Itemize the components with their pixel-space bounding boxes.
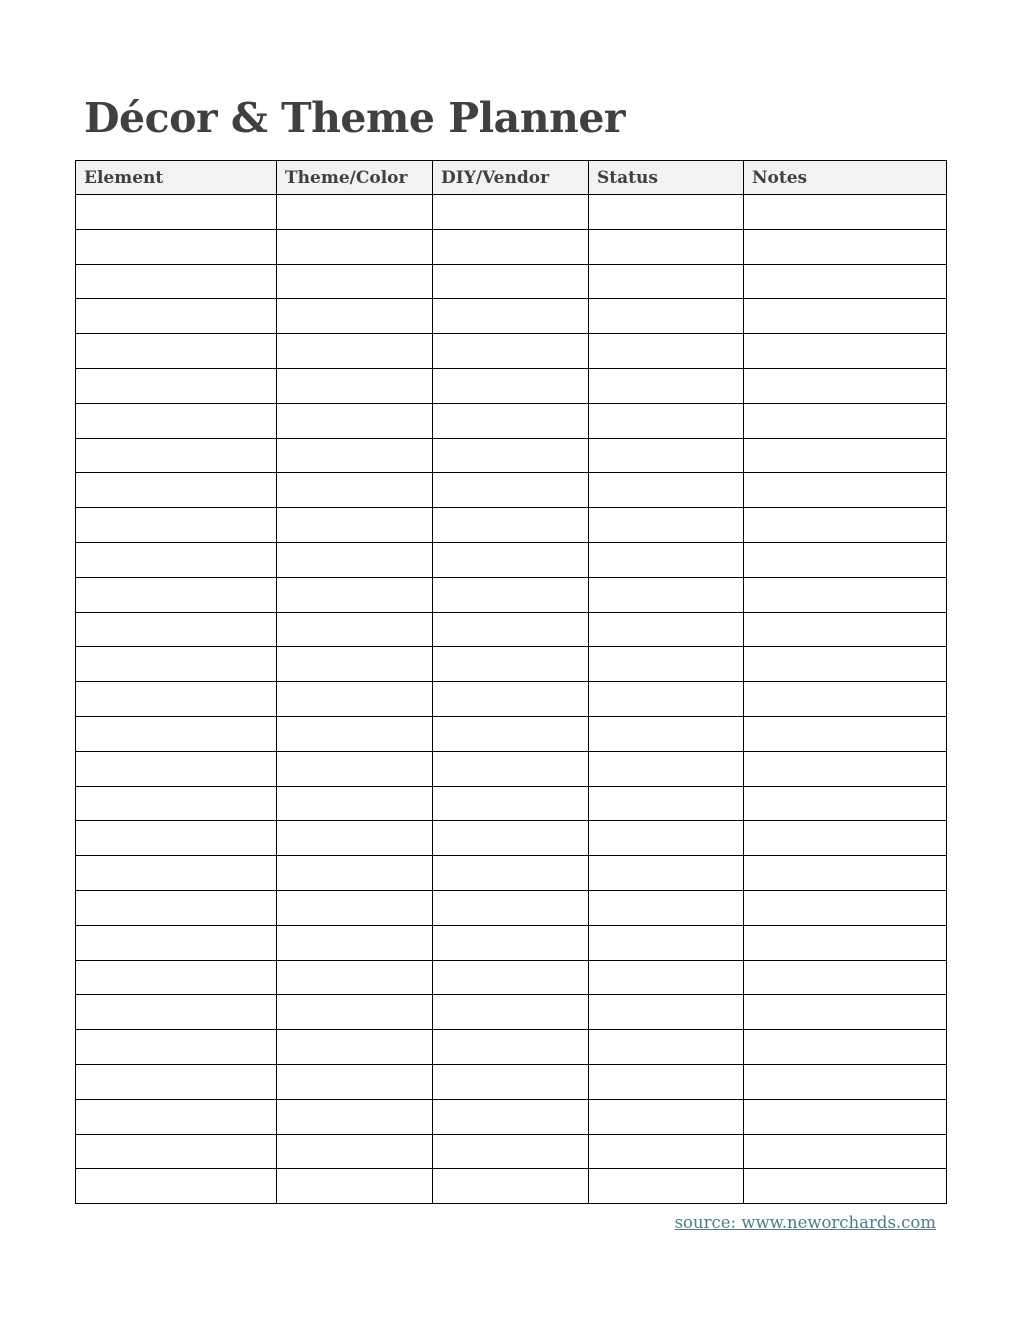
table-row (76, 1030, 947, 1065)
table-row (76, 473, 947, 508)
cell-theme-color[interactable] (277, 647, 433, 682)
table-row (76, 299, 947, 334)
cell-status[interactable] (589, 299, 744, 334)
cell-diy-vendor[interactable] (433, 264, 589, 299)
cell-element[interactable] (76, 925, 277, 960)
cell-status[interactable] (589, 577, 744, 612)
cell-diy-vendor[interactable] (433, 368, 589, 403)
cell-theme-color[interactable] (277, 925, 433, 960)
table-row (76, 1064, 947, 1099)
cell-theme-color[interactable] (277, 438, 433, 473)
cell-diy-vendor[interactable] (433, 334, 589, 369)
cell-element[interactable] (76, 890, 277, 925)
cell-theme-color[interactable] (277, 682, 433, 717)
cell-element[interactable] (76, 751, 277, 786)
cell-diy-vendor[interactable] (433, 577, 589, 612)
cell-notes[interactable] (744, 1064, 947, 1099)
cell-theme-color[interactable] (277, 960, 433, 995)
cell-status[interactable] (589, 403, 744, 438)
table-row (76, 1169, 947, 1204)
cell-diy-vendor[interactable] (433, 890, 589, 925)
source-link[interactable]: source: www.neworchards.com (674, 1213, 936, 1232)
cell-notes[interactable] (744, 716, 947, 751)
cell-theme-color[interactable] (277, 1099, 433, 1134)
cell-diy-vendor[interactable] (433, 856, 589, 891)
table-row (76, 577, 947, 612)
cell-element[interactable] (76, 264, 277, 299)
cell-theme-color[interactable] (277, 368, 433, 403)
table-body (76, 195, 947, 1204)
cell-theme-color[interactable] (277, 1169, 433, 1204)
cell-notes[interactable] (744, 195, 947, 230)
cell-theme-color[interactable] (277, 786, 433, 821)
cell-theme-color[interactable] (277, 473, 433, 508)
cell-diy-vendor[interactable] (433, 995, 589, 1030)
cell-element[interactable] (76, 716, 277, 751)
table-row (76, 1099, 947, 1134)
cell-element[interactable] (76, 1134, 277, 1169)
cell-element[interactable] (76, 334, 277, 369)
cell-notes[interactable] (744, 890, 947, 925)
table-row (76, 890, 947, 925)
cell-diy-vendor[interactable] (433, 1169, 589, 1204)
cell-notes[interactable] (744, 229, 947, 264)
cell-element[interactable] (76, 403, 277, 438)
cell-diy-vendor[interactable] (433, 299, 589, 334)
cell-diy-vendor[interactable] (433, 925, 589, 960)
cell-status[interactable] (589, 368, 744, 403)
table-row (76, 995, 947, 1030)
cell-notes[interactable] (744, 264, 947, 299)
header-theme-color: Theme/Color (277, 161, 433, 195)
cell-status[interactable] (589, 1169, 744, 1204)
cell-element[interactable] (76, 299, 277, 334)
cell-notes[interactable] (744, 856, 947, 891)
cell-status[interactable] (589, 890, 744, 925)
cell-status[interactable] (589, 473, 744, 508)
cell-element[interactable] (76, 1064, 277, 1099)
cell-status[interactable] (589, 751, 744, 786)
cell-element[interactable] (76, 542, 277, 577)
cell-theme-color[interactable] (277, 995, 433, 1030)
cell-status[interactable] (589, 682, 744, 717)
header-notes: Notes (744, 161, 947, 195)
cell-element[interactable] (76, 1169, 277, 1204)
cell-theme-color[interactable] (277, 542, 433, 577)
table-row (76, 682, 947, 717)
header-diy-vendor: DIY/Vendor (433, 161, 589, 195)
cell-theme-color[interactable] (277, 1134, 433, 1169)
cell-element[interactable] (76, 1099, 277, 1134)
cell-diy-vendor[interactable] (433, 612, 589, 647)
cell-status[interactable] (589, 821, 744, 856)
cell-diy-vendor[interactable] (433, 403, 589, 438)
table-row (76, 647, 947, 682)
cell-status[interactable] (589, 1134, 744, 1169)
table-row (76, 508, 947, 543)
cell-status[interactable] (589, 716, 744, 751)
cell-element[interactable] (76, 1030, 277, 1065)
cell-status[interactable] (589, 856, 744, 891)
cell-notes[interactable] (744, 438, 947, 473)
cell-element[interactable] (76, 821, 277, 856)
cell-theme-color[interactable] (277, 403, 433, 438)
cell-status[interactable] (589, 542, 744, 577)
header-status: Status (589, 161, 744, 195)
cell-status[interactable] (589, 264, 744, 299)
table-row (76, 925, 947, 960)
cell-notes[interactable] (744, 960, 947, 995)
cell-element[interactable] (76, 682, 277, 717)
cell-status[interactable] (589, 438, 744, 473)
cell-theme-color[interactable] (277, 264, 433, 299)
table-row (76, 716, 947, 751)
cell-notes[interactable] (744, 542, 947, 577)
cell-notes[interactable] (744, 612, 947, 647)
cell-status[interactable] (589, 960, 744, 995)
cell-status[interactable] (589, 1099, 744, 1134)
cell-diy-vendor[interactable] (433, 647, 589, 682)
cell-notes[interactable] (744, 647, 947, 682)
cell-notes[interactable] (744, 473, 947, 508)
cell-notes[interactable] (744, 786, 947, 821)
cell-element[interactable] (76, 995, 277, 1030)
page-title: Décor & Theme Planner (84, 94, 626, 142)
table-row (76, 751, 947, 786)
cell-theme-color[interactable] (277, 229, 433, 264)
table-row (76, 195, 947, 230)
cell-theme-color[interactable] (277, 612, 433, 647)
cell-diy-vendor[interactable] (433, 960, 589, 995)
cell-element[interactable] (76, 960, 277, 995)
cell-element[interactable] (76, 438, 277, 473)
table-row (76, 334, 947, 369)
cell-element[interactable] (76, 786, 277, 821)
cell-notes[interactable] (744, 1030, 947, 1065)
cell-element[interactable] (76, 612, 277, 647)
table-row (76, 856, 947, 891)
cell-diy-vendor[interactable] (433, 1030, 589, 1065)
cell-diy-vendor[interactable] (433, 821, 589, 856)
cell-status[interactable] (589, 334, 744, 369)
table-row (76, 786, 947, 821)
cell-status[interactable] (589, 229, 744, 264)
header-row (76, 161, 947, 195)
cell-element[interactable] (76, 856, 277, 891)
table-row (76, 264, 947, 299)
cell-notes[interactable] (744, 334, 947, 369)
table-row (76, 542, 947, 577)
cell-element[interactable] (76, 229, 277, 264)
cell-element[interactable] (76, 473, 277, 508)
table-row (76, 438, 947, 473)
cell-diy-vendor[interactable] (433, 682, 589, 717)
cell-diy-vendor[interactable] (433, 716, 589, 751)
cell-notes[interactable] (744, 1169, 947, 1204)
cell-element[interactable] (76, 195, 277, 230)
cell-notes[interactable] (744, 577, 947, 612)
cell-theme-color[interactable] (277, 716, 433, 751)
cell-status[interactable] (589, 786, 744, 821)
cell-element[interactable] (76, 368, 277, 403)
cell-diy-vendor[interactable] (433, 786, 589, 821)
cell-notes[interactable] (744, 508, 947, 543)
cell-diy-vendor[interactable] (433, 473, 589, 508)
cell-theme-color[interactable] (277, 1030, 433, 1065)
cell-element[interactable] (76, 647, 277, 682)
cell-diy-vendor[interactable] (433, 508, 589, 543)
cell-theme-color[interactable] (277, 890, 433, 925)
planner-table (75, 160, 947, 1204)
cell-status[interactable] (589, 647, 744, 682)
cell-notes[interactable] (744, 995, 947, 1030)
table-row (76, 821, 947, 856)
cell-element[interactable] (76, 508, 277, 543)
cell-notes[interactable] (744, 403, 947, 438)
header-element: Element (76, 161, 277, 195)
cell-theme-color[interactable] (277, 577, 433, 612)
cell-element[interactable] (76, 577, 277, 612)
table-row (76, 368, 947, 403)
cell-notes[interactable] (744, 1099, 947, 1134)
table-row (76, 960, 947, 995)
table-row (76, 1134, 947, 1169)
cell-notes[interactable] (744, 821, 947, 856)
cell-notes[interactable] (744, 682, 947, 717)
cell-notes[interactable] (744, 1134, 947, 1169)
cell-notes[interactable] (744, 299, 947, 334)
cell-diy-vendor[interactable] (433, 438, 589, 473)
cell-status[interactable] (589, 925, 744, 960)
cell-notes[interactable] (744, 368, 947, 403)
cell-theme-color[interactable] (277, 299, 433, 334)
cell-status[interactable] (589, 612, 744, 647)
table-row (76, 612, 947, 647)
cell-diy-vendor[interactable] (433, 1064, 589, 1099)
table-row (76, 229, 947, 264)
cell-theme-color[interactable] (277, 1064, 433, 1099)
cell-theme-color[interactable] (277, 821, 433, 856)
cell-status[interactable] (589, 195, 744, 230)
cell-status[interactable] (589, 995, 744, 1030)
cell-diy-vendor[interactable] (433, 751, 589, 786)
cell-status[interactable] (589, 1064, 744, 1099)
cell-notes[interactable] (744, 925, 947, 960)
cell-diy-vendor[interactable] (433, 229, 589, 264)
cell-diy-vendor[interactable] (433, 542, 589, 577)
cell-diy-vendor[interactable] (433, 1134, 589, 1169)
cell-status[interactable] (589, 508, 744, 543)
cell-theme-color[interactable] (277, 856, 433, 891)
cell-status[interactable] (589, 1030, 744, 1065)
cell-theme-color[interactable] (277, 751, 433, 786)
cell-diy-vendor[interactable] (433, 1099, 589, 1134)
cell-theme-color[interactable] (277, 195, 433, 230)
cell-diy-vendor[interactable] (433, 195, 589, 230)
cell-theme-color[interactable] (277, 508, 433, 543)
table-row (76, 403, 947, 438)
cell-notes[interactable] (744, 751, 947, 786)
cell-theme-color[interactable] (277, 334, 433, 369)
